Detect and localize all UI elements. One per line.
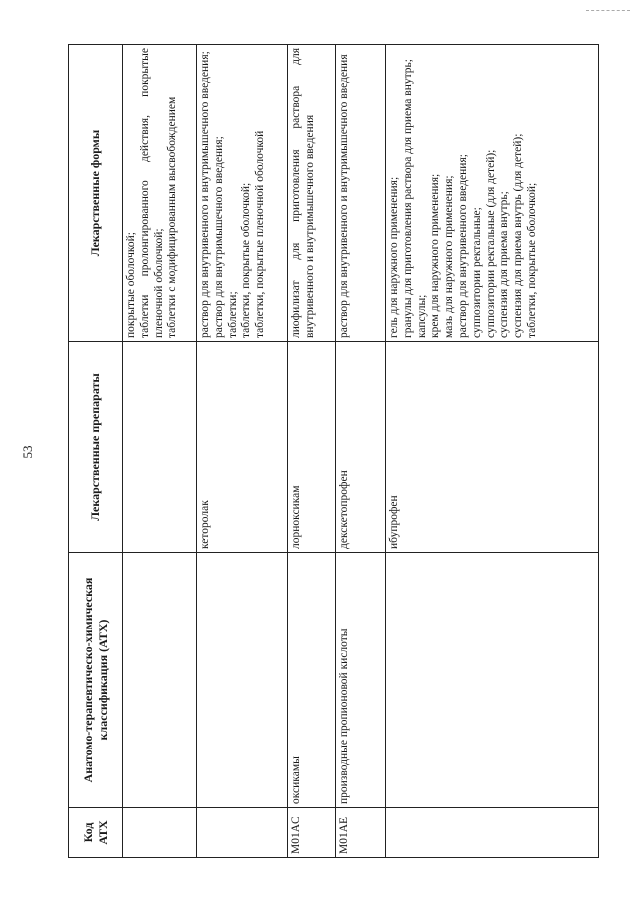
dosage-form-item: капсулы;	[415, 294, 428, 338]
page-number: 53	[20, 445, 35, 459]
atx-code-cell: M01AC	[288, 808, 336, 858]
table-row	[288, 45, 336, 858]
dosage-form-item: раствор для внутривенного и внутримышечного введения	[338, 54, 350, 338]
table-row	[123, 45, 197, 858]
dosage-form-item: гель для наружного применения;	[388, 176, 400, 338]
drug-name-cell: декскетопрофен	[336, 342, 386, 553]
dosage-form-item: таблетки с модифицированным высвобождением	[166, 96, 179, 338]
dosage-form-item: суппозитории ректальные (для детей);	[484, 149, 497, 338]
scan-artifact-line	[586, 10, 630, 12]
dosage-form-item: таблетки;	[226, 291, 239, 338]
drug-name-cell: лорноксикам	[288, 342, 336, 553]
dosage-forms-cell	[386, 45, 599, 342]
dosage-form-item: таблетки, покрытые оболочкой;	[525, 182, 538, 338]
dosage-form-item: таблетки, покрытые пленочной оболочкой	[254, 130, 267, 338]
dosage-forms-cell	[197, 45, 288, 342]
drug-name-cell	[123, 342, 197, 553]
dosage-form-item: суспензия для приема внутрь (для детей);	[512, 133, 525, 338]
table-row	[386, 45, 599, 858]
drug-name-cell: кеторолак	[197, 342, 288, 553]
dosage-forms-cell	[123, 45, 197, 342]
atx-code-cell	[197, 808, 288, 858]
table-row	[197, 45, 288, 858]
header-classification: Анатомо-терапевтическо-химическая классификация (АТХ)	[69, 553, 123, 808]
dosage-form-item: таблетки пролонгированного действия, покрытые пленочной оболочкой;	[138, 48, 165, 338]
dosage-form-item: раствор для внутривенного и внутримышечного введения;	[199, 51, 211, 338]
classification-cell	[197, 553, 288, 808]
header-drugs: Лекарственные препараты	[69, 342, 123, 553]
table-header-row	[69, 45, 123, 858]
atx-table	[68, 44, 599, 858]
dosage-form-item: суспензия для приема внутрь;	[498, 191, 511, 338]
atx-code-cell: M01AE	[336, 808, 386, 858]
header-code: Код АТХ	[69, 808, 123, 858]
classification-cell: оксикамы	[288, 553, 336, 808]
dosage-forms-cell	[288, 45, 336, 342]
dosage-form-item: крем для наружного применения;	[429, 173, 442, 338]
dosage-form-item: мазь для наружного применения;	[443, 175, 456, 338]
classification-cell: производные пропионовой кислоты	[336, 553, 386, 808]
header-forms: Лекарственные формы	[69, 45, 123, 342]
classification-cell	[123, 553, 197, 808]
dosage-form-item: раствор для внутримышечного введения;	[212, 136, 225, 338]
dosage-form-item: покрытые оболочкой;	[125, 232, 137, 338]
atx-code-cell	[386, 808, 599, 858]
dosage-form-item: гранулы для приготовления раствора для приема внутрь;	[401, 59, 414, 338]
dosage-form-item: суппозитории ректальные;	[470, 207, 483, 338]
dosage-form-item: таблетки, покрытые оболочкой;	[240, 182, 253, 338]
rotated-page-content	[68, 45, 598, 858]
dosage-forms-cell	[336, 45, 386, 342]
drug-name-cell: ибупрофен	[386, 342, 599, 553]
classification-cell	[386, 553, 599, 808]
dosage-form-item: раствор для внутривенного введения;	[456, 154, 469, 338]
dosage-form-item: лиофилизат для приготовления раствора для внутривенного и внутримышечного введения	[290, 48, 316, 338]
atx-code-cell	[123, 808, 197, 858]
table-row	[336, 45, 386, 858]
